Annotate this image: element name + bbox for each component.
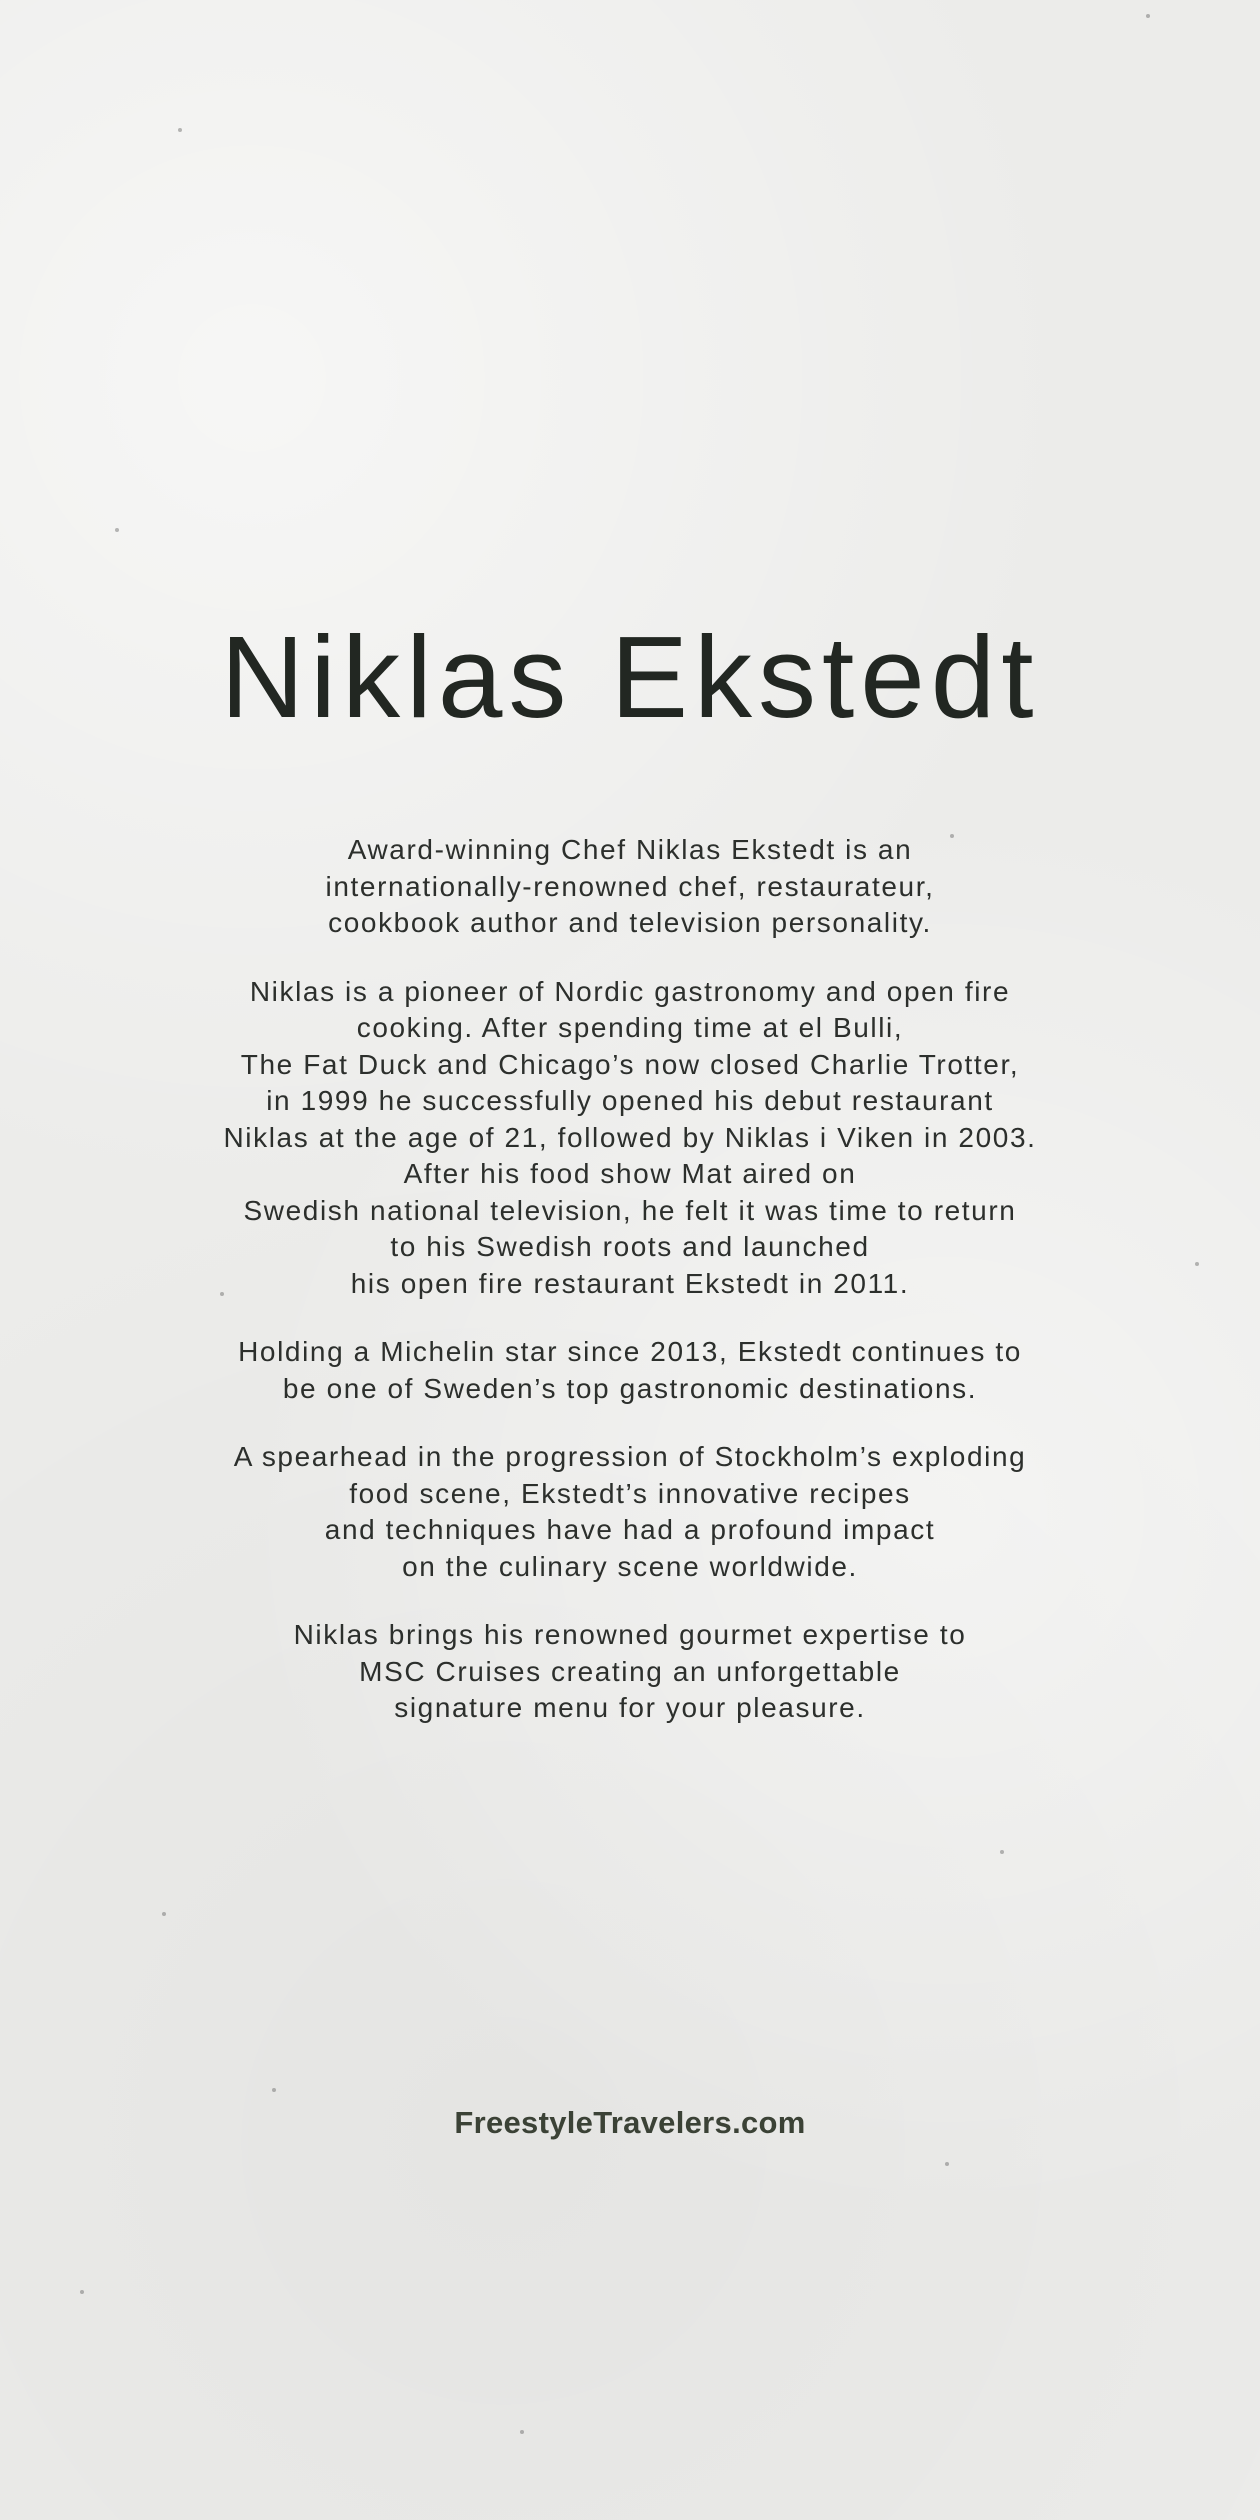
bio-line: Niklas is a pioneer of Nordic gastronomy and open fire	[249, 975, 1011, 1007]
bio-line: internationally-renowned chef, restaurateur,	[325, 870, 935, 902]
bio-line: to his Swedish roots and launched	[390, 1231, 870, 1262]
bio-line: Niklas brings his renowned gourmet expertise to	[293, 1619, 967, 1650]
bio-line: cooking. After spending time at el Bulli,	[356, 1012, 904, 1043]
paper-speck	[1000, 1850, 1004, 1854]
bio-paragraph	[130, 1439, 1130, 1585]
bio-line: signature menu for your pleasure.	[394, 1692, 866, 1723]
bio-paragraph	[130, 832, 1130, 942]
bio-line: The Fat Duck and Chicago’s now closed Charlie Trotter,	[240, 1048, 1020, 1080]
paper-speck	[115, 528, 119, 532]
bio-line: A spearhead in the progression of Stockholm’s exploding	[233, 1441, 1027, 1472]
bio-line: his open fire restaurant Ekstedt in 2011.	[350, 1267, 910, 1299]
paper-speck	[162, 1912, 166, 1916]
bio-line: be one of Sweden’s top gastronomic destinations.	[282, 1372, 978, 1404]
paper-speck	[520, 2430, 524, 2434]
bio-line: cookbook author and television personality.	[328, 907, 932, 938]
bio-line: and techniques have had a profound impact	[324, 1514, 936, 1545]
bio-line: MSC Cruises creating an unforgettable	[359, 1655, 901, 1687]
bio-line: Award-winning Chef Niklas Ekstedt is an	[347, 834, 913, 865]
bio-paragraph	[130, 1617, 1130, 1727]
paper-speck	[945, 2162, 949, 2166]
page-title: Niklas Ekstedt	[220, 612, 1040, 742]
chef-biography	[130, 832, 1130, 1759]
bio-line: Swedish national television, he felt it was time to return	[243, 1194, 1017, 1226]
bio-line: on the culinary scene worldwide.	[402, 1550, 858, 1582]
paper-speck	[272, 2088, 276, 2092]
bio-paragraph	[130, 974, 1130, 1303]
paper-speck	[1195, 1262, 1199, 1266]
paper-speck	[178, 128, 182, 132]
bio-line: After his food show Mat aired on	[403, 1158, 857, 1189]
bio-paragraph	[130, 1334, 1130, 1407]
bio-line: Holding a Michelin star since 2013, Ekstedt continues to	[238, 1336, 1022, 1367]
bio-line: in 1999 he successfully opened his debut restaurant	[266, 1085, 994, 1116]
website-footer: FreestyleTravelers.com	[454, 2105, 806, 2140]
paper-speck	[1146, 14, 1150, 18]
bio-line: Niklas at the age of 21, followed by Niklas i Viken in 2003.	[223, 1121, 1037, 1153]
paper-speck	[80, 2290, 84, 2294]
bio-line: food scene, Ekstedt’s innovative recipes	[349, 1477, 911, 1509]
